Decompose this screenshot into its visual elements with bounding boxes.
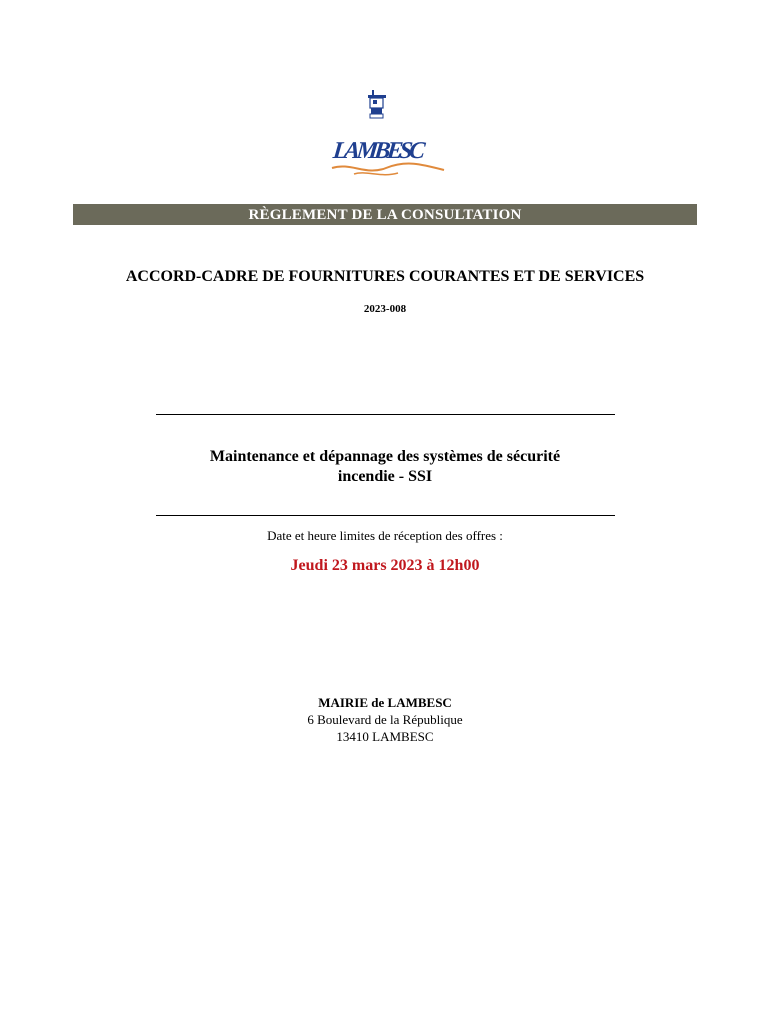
lambesc-logo-icon	[326, 86, 450, 184]
document-type-banner: RÈGLEMENT DE LA CONSULTATION	[73, 204, 697, 225]
street-address: 6 Boulevard de la République	[307, 712, 463, 727]
document-title: ACCORD-CADRE DE FOURNITURES COURANTES ET DE SERVICES	[125, 268, 645, 285]
divider-bottom	[156, 515, 615, 516]
subject-line-2: incendie - SSI	[337, 468, 433, 485]
deadline-date: Jeudi 23 mars 2023 à 12h00	[290, 557, 480, 574]
contact-address	[0, 694, 770, 745]
contract-subject	[160, 447, 610, 487]
divider-top	[156, 414, 615, 415]
document-reference: 2023-008	[363, 303, 407, 315]
organization-name: MAIRIE de LAMBESC	[318, 695, 452, 710]
deadline-label: Date et heure limites de réception des offres :	[267, 528, 503, 543]
city-address: 13410 LAMBESC	[336, 729, 434, 744]
logo-text: LAMBESC	[331, 138, 427, 164]
lambesc-logo	[326, 86, 450, 184]
subject-line-1: Maintenance et dépannage des systèmes de sécurité	[209, 448, 561, 465]
